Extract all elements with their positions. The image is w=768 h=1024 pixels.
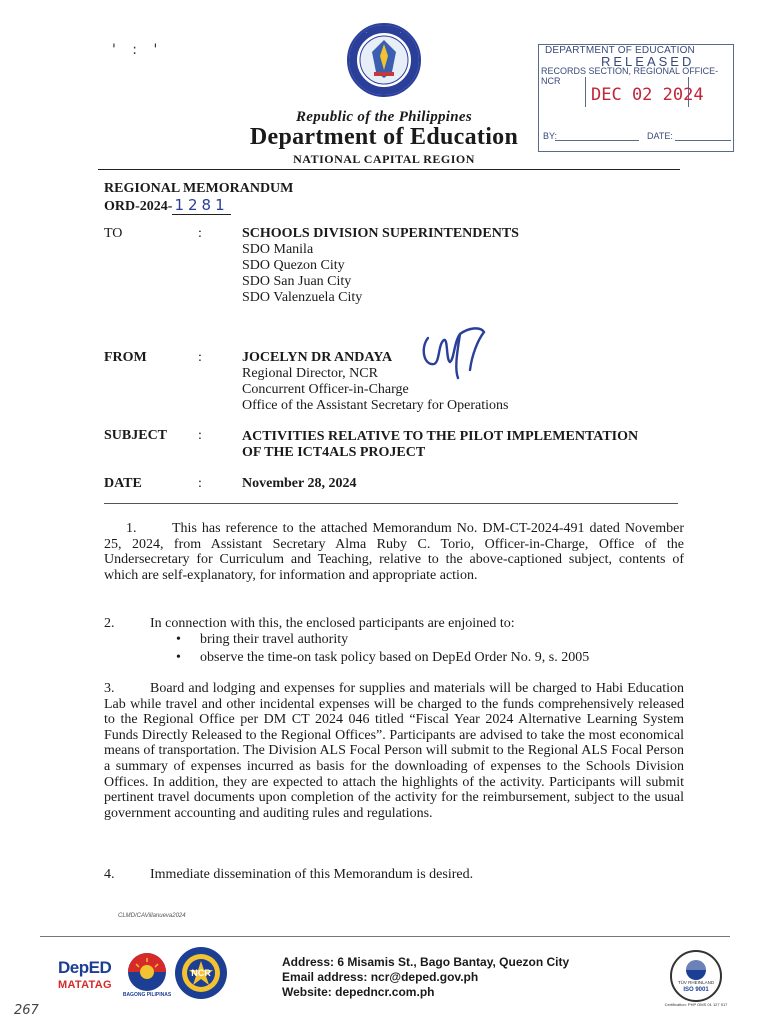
initials-reference: CLMD/CAVillanueva2024 (118, 913, 186, 919)
paragraph-number: 4. (104, 867, 115, 882)
bagong-pilipinas-icon (122, 952, 172, 992)
memo-number (104, 196, 231, 215)
paragraph-3 (104, 681, 684, 821)
certification-label: Certification: PHP OMS 01 127 917 (664, 1002, 728, 1007)
paragraph-number: 1. (126, 521, 137, 536)
to-recipient: SDO Quezon City (242, 258, 345, 273)
region-heading: NATIONAL CAPITAL REGION (293, 152, 475, 166)
iso-label: ISO 9001 (683, 987, 709, 993)
tuv-label: TÜV RHEINLAND (677, 980, 715, 985)
footer-contact (282, 955, 569, 1000)
to-label: TO (104, 226, 123, 241)
subject-label: SUBJECT (104, 428, 168, 443)
stamp-department: DEPARTMENT OF EDUCATION (545, 45, 695, 56)
bagong-pilipinas-logo (122, 952, 172, 1000)
to-recipient: SDO San Juan City (242, 274, 352, 289)
bagong-pilipinas-label: BAGONG PILIPINAS (122, 992, 172, 998)
footer-website: Website: depedncr.com.ph (282, 985, 435, 999)
paragraph-2 (104, 616, 684, 632)
republic-heading: Republic of the Philippines (295, 109, 473, 125)
page-mark: 267 (14, 1003, 39, 1018)
subject-line: ACTIVITIES RELATIVE TO THE PILOT IMPLEMENTATION (242, 429, 639, 444)
stamp-records-section: RECORDS SECTION, REGIONAL OFFICE-NCR (541, 66, 719, 86)
from-name: JOCELYN DR ANDAYA (242, 350, 393, 365)
subject-colon: : (198, 428, 202, 443)
ncr-seal-logo (174, 946, 228, 1000)
deped-seal-icon (346, 22, 422, 98)
from-title: Office of the Assistant Secretary for Operations (242, 398, 509, 413)
deped-logo-text: DepED (58, 958, 112, 977)
signature-icon (418, 320, 488, 384)
memo-number-prefix: ORD-2024- (104, 199, 173, 214)
to-recipient: SDO Manila (242, 242, 314, 257)
date-label: DATE (104, 476, 142, 491)
svg-text:·: · (400, 30, 402, 35)
to-heading: SCHOOLS DIVISION SUPERINTENDENTS (242, 226, 519, 241)
department-heading: Department of Education (249, 124, 519, 150)
stamp-by-label: BY: (543, 131, 558, 141)
stamp-date-label: DATE: (647, 131, 673, 141)
bullet-text: observe the time-on task policy based on DepEd Order No. 9, s. 2005 (200, 650, 590, 665)
tuv-iso-icon (668, 950, 724, 1002)
matatag-logo-text: MATATAG (58, 979, 112, 991)
ncr-seal-label: NCR (191, 968, 211, 978)
tuv-iso-logo (664, 950, 728, 1012)
from-title: Regional Director, NCR (242, 366, 378, 381)
subject-line: OF THE ICT4ALS PROJECT (242, 445, 426, 460)
header-divider (98, 169, 680, 170)
paragraph-text: Immediate dissemination of this Memorandum is desired. (150, 867, 474, 882)
stamp-date: DEC 02 2024 (591, 85, 704, 105)
bullet-item: • bring their travel authority (176, 632, 349, 647)
footer-divider (40, 936, 730, 937)
top-marks: ' : ' (112, 42, 164, 58)
paragraph-4 (104, 867, 684, 883)
memo-header-divider (104, 503, 678, 504)
deped-matatag-logo (52, 956, 118, 996)
to-recipient: SDO Valenzuela City (242, 290, 363, 305)
from-colon: : (198, 350, 202, 365)
date-colon: : (198, 476, 202, 491)
from-title: Concurrent Officer-in-Charge (242, 382, 409, 397)
paragraph-1 (104, 521, 684, 583)
paragraph-text: This has reference to the attached Memorandum No. DM-CT-2024-491 dated November 25, 2024, from Assistant Secretary Alma Ruby C. Torio, Officer-in-Charge, Office of the Undersecretary for Curriculum and Teaching, relative to the above-captioned subject, contents of which are self-explanatory, for information and appropriate action. (104, 521, 684, 583)
memo-type: REGIONAL MEMORANDUM (104, 181, 294, 196)
stamp-released: RELEASED (601, 54, 695, 69)
paragraph-number: 3. (104, 681, 115, 696)
bullet-item: • observe the time-on task policy based on DepEd Order No. 9, s. 2005 (176, 650, 590, 665)
date-value: November 28, 2024 (242, 476, 357, 491)
to-colon: : (198, 226, 202, 241)
paragraph-text: In connection with this, the enclosed participants are enjoined to: (150, 616, 515, 631)
memo-number-handwritten: 1281 (174, 196, 229, 214)
paragraph-text: Board and lodging and expenses for supplies and materials will be charged to Habi Education Lab while travel and other incidental expenses will be charged to the funds comprehensively released to the Regional Office per DM CT 2024 046 titled “Fiscal Year 2024 Alternative Learning System Funds Directly Released to the Regional Offices”. Participants are advised to take the most economical means of transportation. The Division ALS Focal Person will submit to the Regional ALS Focal Person a summary of expenses incurred as basis for the downloading of expenses to the Schools Division Offices. In addition, they are expected to attach the highlights of the activity. Participants will submit pertinent travel documents upon completion of the activity for the reimbursement, subject to the usual government accounting and auditing rules and regulations. (104, 681, 684, 821)
svg-text:·: · (366, 30, 368, 35)
bullet-text: bring their travel authority (200, 632, 349, 647)
from-label: FROM (104, 350, 147, 365)
footer-address: Address: 6 Misamis St., Bago Bantay, Quezon City (282, 955, 570, 969)
paragraph-number: 2. (104, 616, 115, 631)
footer-email: Email address: ncr@deped.gov.ph (282, 970, 479, 984)
